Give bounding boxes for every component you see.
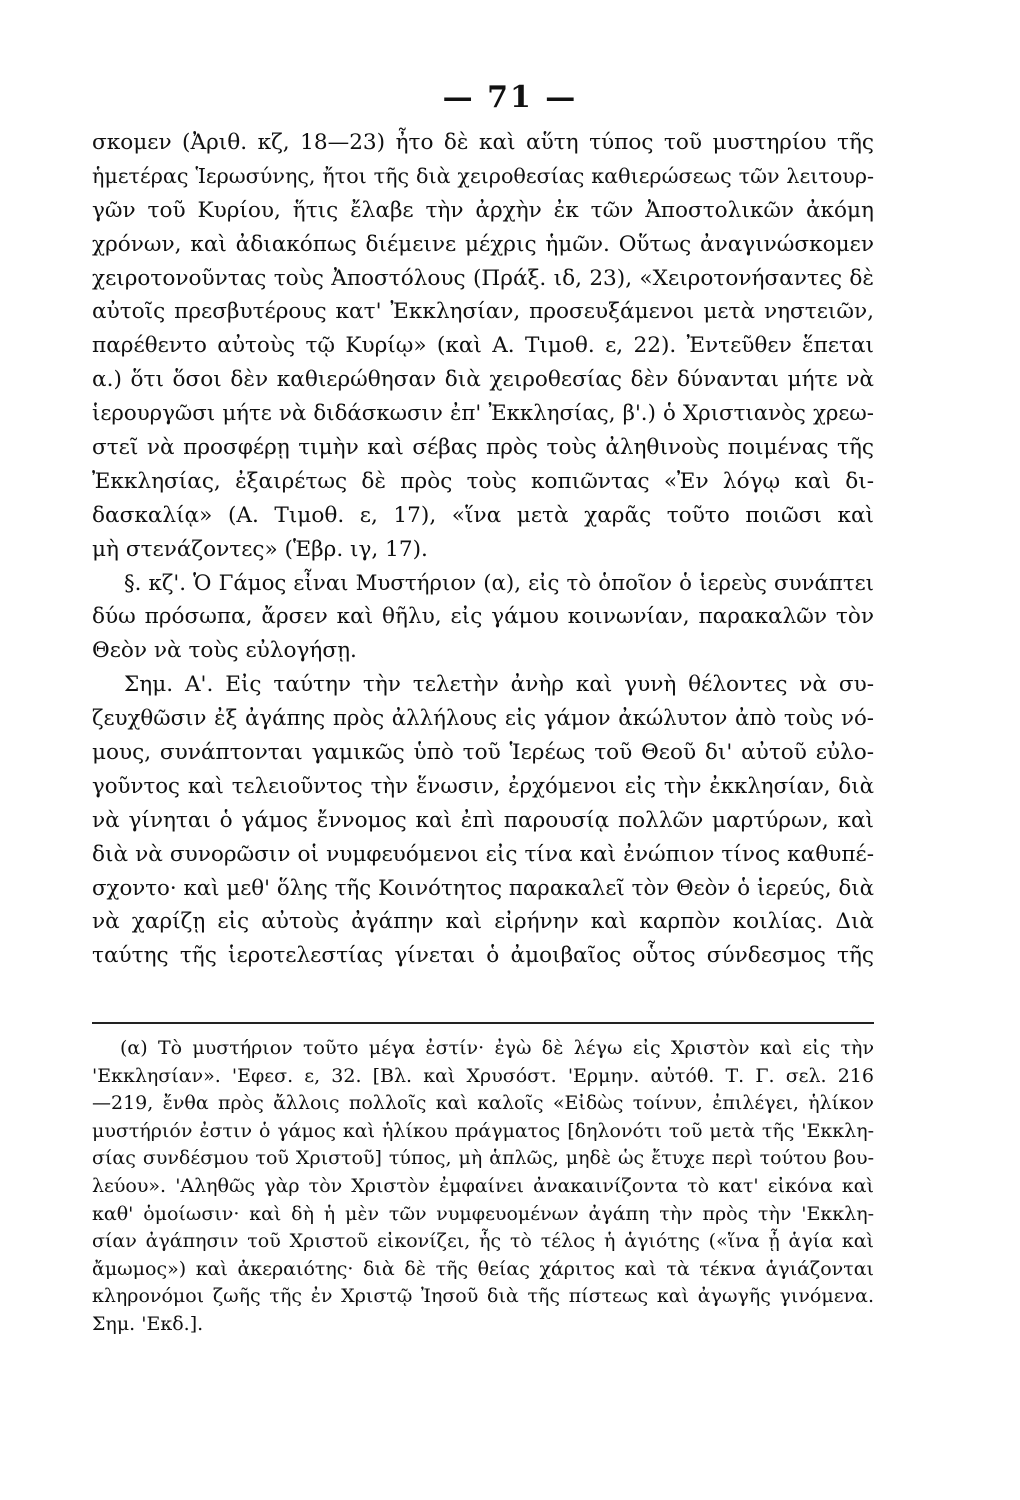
text-line: ἱερουργῶσι μήτε νὰ διδάσκωσιν ἐπ' Ἐκκλησίας, β'.) ὁ Χριστιανὸς χρεω-	[92, 401, 874, 427]
footnote-line: ἄμωμος») καὶ ἀκεραιότης· διὰ δὲ τῆς θείας χάριτος καὶ τὰ τέκνα ἁγιάζονται	[92, 1257, 874, 1280]
footnote-line: (α) Τὸ μυστήριον τοῦτο μέγα ἐστίν· ἐγὼ δὲ λέγω εἰς Χριστὸν καὶ εἰς τὴν	[120, 1037, 874, 1059]
text-line: μους, συνάπτονται γαμικῶς ὑπὸ τοῦ Ἱερέως τοῦ Θεοῦ δι' αὐτοῦ εὐλο-	[92, 740, 874, 766]
text-line: α.) ὅτι ὅσοι δὲν καθιερώθησαν διὰ χειροθεσίας δὲν δύνανται μήτε νὰ	[92, 367, 874, 393]
text-line: παρέθεντο αὐτοὺς τῷ Κυρίῳ» (καὶ Α. Τιμοθ. ε, 22). Ἐντεῦθεν ἕπεται	[92, 333, 874, 359]
text-line: μὴ στενάζοντες» (Ἑβρ. ιγ, 17).	[92, 536, 428, 562]
footnote-line: μυστήριόν ἐστιν ὁ γάμος καὶ ἡλίκου πράγματος [δηλονότι τοῦ μετὰ τῆς 'Εκκλη-	[92, 1119, 874, 1142]
text-line: σχοντο· καὶ μεθ' ὅλης τῆς Κοινότητος παρακαλεῖ τὸν Θεὸν ὁ ἱερεύς, διὰ	[92, 875, 874, 901]
footnote-divider	[92, 1022, 874, 1024]
text-line: στεῖ νὰ προσφέρῃ τιμὴν καὶ σέβας πρὸς τοὺς ἀληθινοὺς ποιμένας τῆς	[92, 435, 874, 461]
footnote-line: σίας συνδέσμου τοῦ Χριστοῦ] τύπος, μὴ ἁπλῶς, μηδὲ ὡς ἔτυχε περὶ τούτου βου-	[92, 1147, 874, 1170]
footnote-line: 'Εκκλησίαν». 'Εφεσ. ε, 32. [Βλ. καὶ Χρυσόστ. 'Ερμην. αὐτόθ. Τ. Γ. σελ. 216	[92, 1064, 874, 1087]
text-line: Ἐκκλησίας, ἐξαιρέτως δὲ πρὸς τοὺς κοπιῶντας «Ἐν λόγῳ καὶ δι-	[92, 468, 874, 494]
page-number: — 71 —	[442, 80, 578, 115]
footnote-line: κληρονόμοι ζωῆς τῆς ἐν Χριστῷ Ἰησοῦ διὰ τῆς πίστεως καὶ ἀγωγῆς γινόμενα.	[92, 1285, 874, 1308]
note-heading-line: Σημ. Α'. Εἰς ταύτην τὴν τελετὴν ἀνὴρ καὶ γυνὴ θέλοντες νὰ συ-	[124, 672, 874, 698]
text-line: σκομεν (Ἀριθ. κζ, 18—23) ἦτο δὲ καὶ αὕτη τύπος τοῦ μυστηρίου τῆς	[92, 130, 874, 155]
text-line: νὰ γίνηται ὁ γάμος ἔννομος καὶ ἐπὶ παρουσίᾳ πολλῶν μαρτύρων, καὶ	[92, 807, 874, 833]
text-line: διὰ νὰ συνορῶσιν οἱ νυμφευόμενοι εἰς τίνα καὶ ἐνώπιον τίνος καθυπέ-	[92, 841, 874, 867]
text-line: αὐτοῖς πρεσβυτέρους κατ' Ἐκκλησίαν, προσευξάμενοι μετὰ νηστειῶν,	[92, 299, 874, 325]
text-line: ζευχθῶσιν ἐξ ἀγάπης πρὸς ἀλλήλους εἰς γάμον ἀκώλυτον ἀπὸ τοὺς νό-	[92, 706, 874, 732]
footnotes	[92, 1035, 874, 1339]
text-line: δύω πρόσωπα, ἄρσεν καὶ θῆλυ, εἰς γάμου κοινωνίαν, παρακαλῶν τὸν	[92, 604, 874, 630]
footnote-line: —219, ἔνθα πρὸς ἄλλοις πολλοῖς καὶ καλοῖς «Εἰδὼς τοίνυν, ἐπιλέγει, ἡλίκον	[92, 1092, 874, 1115]
text-line: Θεὸν νὰ τοὺς εὐλογήσῃ.	[92, 638, 357, 664]
footnote-line: λεύου». 'Αληθῶς γὰρ τὸν Χριστὸν ἐμφαίνει ἀνακαινίζοντα τὸ κατ' εἰκόνα καὶ	[92, 1174, 874, 1197]
footnote-line: σίαν ἀγάπησιν τοῦ Χριστοῦ εἰκονίζει, ἧς τὸ τέλος ἡ ἁγιότης («ἵνα ᾖ ἁγία καὶ	[92, 1230, 874, 1253]
section-heading-line: §. κζ'. Ὁ Γάμος εἶναι Μυστήριον (α), εἰς τὸ ὁποῖον ὁ ἱερεὺς συνάπτει	[124, 570, 874, 596]
text-line: ἡμετέρας Ἱερωσύνης, ἤτοι τῆς διὰ χειροθεσίας καθιερώσεως τῶν λειτουρ-	[92, 163, 874, 188]
text-line: γοῦντος καὶ τελειοῦντος τὴν ἕνωσιν, ἐρχόμενοι εἰς τὴν ἐκκλησίαν, διὰ	[92, 773, 874, 799]
text-line: ταύτης τῆς ἱεροτελεστίας γίνεται ὁ ἀμοιβαῖος οὗτος σύνδεσμος τῆς	[92, 943, 874, 969]
main-text	[92, 126, 874, 973]
text-line: γῶν τοῦ Κυρίου, ἥτις ἔλαβε τὴν ἀρχὴν ἐκ τῶν Ἀποστολικῶν ἀκόμη	[92, 197, 874, 223]
text-line: χρόνων, καὶ ἀδιακόπως διέμεινε μέχρις ἡμῶν. Οὕτως ἀναγινώσκομεν	[92, 231, 874, 257]
text-line: νὰ χαρίζῃ εἰς αὐτοὺς ἀγάπην καὶ εἰρήνην καὶ καρπὸν κοιλίας. Διὰ	[92, 909, 874, 935]
text-line: δασκαλίᾳ» (Α. Τιμοθ. ε, 17), «ἵνα μετὰ χαρᾶς τοῦτο ποιῶσι καὶ	[92, 502, 874, 528]
text-line: χειροτονοῦντας τοὺς Ἀποστόλους (Πράξ. ιδ, 23), «Χειροτονήσαντες δὲ	[92, 265, 874, 291]
footnote-line: Σημ. 'Εκδ.].	[92, 1312, 204, 1335]
footnote-line: καθ' ὁμοίωσιν· καὶ δὴ ἡ μὲν τῶν νυμφευομένων ἀγάπη τὴν πρὸς τὴν 'Εκκλη-	[92, 1202, 874, 1225]
